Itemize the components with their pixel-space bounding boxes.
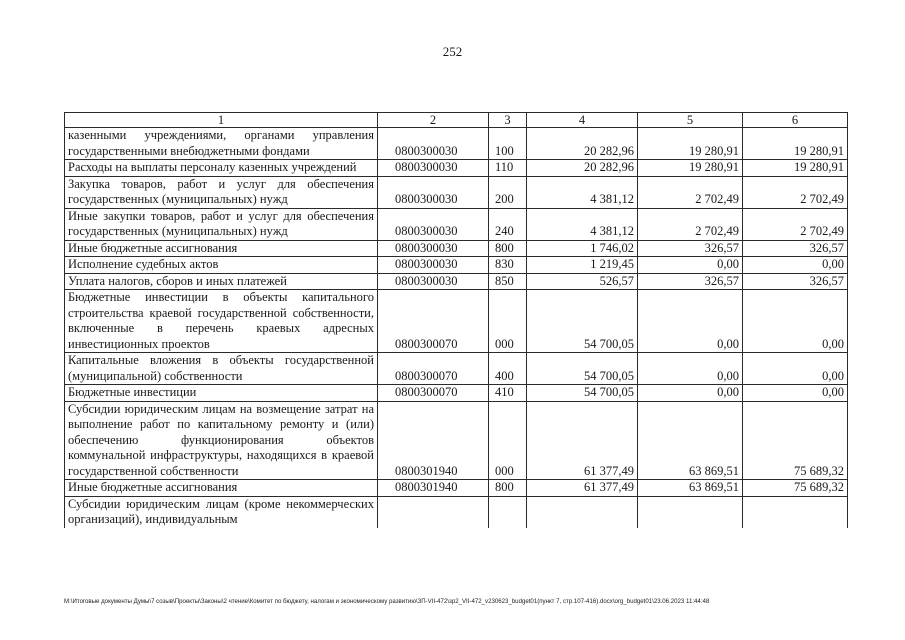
column-header: 4 [527,113,638,128]
row-code-cell: 0800300070 [378,290,489,353]
row-amount-col4: 61 377,49 [527,480,638,497]
row-name-cell: Капитальные вложения в объекты государственной (муниципальной) собственности [65,353,378,385]
row-amount-col4: 54 700,05 [527,385,638,402]
table-header-row [65,113,848,128]
row-vr-cell: 800 [489,240,527,257]
row-amount-col6 [743,496,848,528]
row-amount-col4 [527,496,638,528]
row-name-cell: Закупка товаров, работ и услуг для обеспечения государственных (муниципальных) нужд [65,176,378,208]
row-name-cell: Субсидии юридическим лицам на возмещение затрат на выполнение работ по капитальному ремонту и (или) обеспечению функционирования объектов коммунальной инфраструктуры, находящихся в краевой государственной собственности [65,401,378,480]
row-amount-col4: 54 700,05 [527,353,638,385]
row-amount-col4: 4 381,12 [527,176,638,208]
row-vr-cell: 800 [489,480,527,497]
row-name-cell: Иные бюджетные ассигнования [65,240,378,257]
column-header: 2 [378,113,489,128]
row-name-cell: казенными учреждениями, органами управления государственными внебюджетными фондами [65,128,378,160]
row-amount-col4: 20 282,96 [527,128,638,160]
row-code-cell: 0800300030 [378,257,489,274]
row-code-cell: 0800300030 [378,128,489,160]
row-vr-cell: 240 [489,208,527,240]
row-amount-col4: 61 377,49 [527,401,638,480]
row-code-cell: 0800300030 [378,240,489,257]
row-amount-col5: 0,00 [638,353,743,385]
row-vr-cell: 000 [489,401,527,480]
row-vr-cell: 110 [489,160,527,177]
column-header: 6 [743,113,848,128]
row-amount-col4: 526,57 [527,273,638,290]
table-row [65,128,848,160]
row-amount-col6: 0,00 [743,353,848,385]
row-amount-col5: 63 869,51 [638,480,743,497]
budget-table [64,112,848,528]
column-header: 3 [489,113,527,128]
row-vr-cell: 000 [489,290,527,353]
row-amount-col5: 19 280,91 [638,128,743,160]
row-amount-col6: 0,00 [743,257,848,274]
budget-table-body [65,113,848,528]
row-amount-col5 [638,496,743,528]
row-amount-col4: 54 700,05 [527,290,638,353]
row-name-cell: Иные закупки товаров, работ и услуг для обеспечения государственных (муниципальных) нужд [65,208,378,240]
table-row [65,290,848,353]
table-row [65,257,848,274]
row-vr-cell: 850 [489,273,527,290]
row-vr-cell: 100 [489,128,527,160]
row-amount-col5: 2 702,49 [638,176,743,208]
row-amount-col5: 0,00 [638,290,743,353]
row-amount-col5: 63 869,51 [638,401,743,480]
table-row [65,385,848,402]
table-row [65,208,848,240]
row-name-cell: Субсидии юридическим лицам (кроме некоммерческих организаций), индивидуальным [65,496,378,528]
row-amount-col5: 326,57 [638,273,743,290]
table-row [65,176,848,208]
table-row [65,401,848,480]
row-amount-col6: 0,00 [743,385,848,402]
row-vr-cell: 830 [489,257,527,274]
row-amount-col4: 1 746,02 [527,240,638,257]
row-amount-col6: 75 689,32 [743,480,848,497]
row-name-cell: Бюджетные инвестиции в объекты капитального строительства краевой государственной собственности, включенные в перечень краевых адресных инвестиционных проектов [65,290,378,353]
row-amount-col5: 0,00 [638,257,743,274]
row-amount-col6: 326,57 [743,273,848,290]
row-amount-col6: 0,00 [743,290,848,353]
row-code-cell: 0800300030 [378,273,489,290]
row-vr-cell: 400 [489,353,527,385]
row-amount-col5: 19 280,91 [638,160,743,177]
row-code-cell: 0800300030 [378,160,489,177]
document-path-footer: M:\Итоговые документы Думы\7 созыв\Проекты\Законы\2 чтение\Комитет по бюджету, налогам и экономическому развитию\ЗП-VII-472\зр2_VII-472_v230623_budget01(пункт 7, стр.107-416).docx\org_budget01\23.06.2023 11:44:48 [64,598,710,605]
row-amount-col4: 4 381,12 [527,208,638,240]
row-code-cell [378,496,489,528]
row-code-cell: 0800300070 [378,353,489,385]
page-number: 252 [442,44,463,59]
column-header: 5 [638,113,743,128]
row-amount-col5: 0,00 [638,385,743,402]
row-amount-col4: 1 219,45 [527,257,638,274]
row-amount-col6: 326,57 [743,240,848,257]
row-name-cell: Уплата налогов, сборов и иных платежей [65,273,378,290]
row-code-cell: 0800300030 [378,208,489,240]
row-code-cell: 0800301940 [378,401,489,480]
row-amount-col5: 326,57 [638,240,743,257]
row-name-cell: Расходы на выплаты персоналу казенных учреждений [65,160,378,177]
row-amount-col5: 2 702,49 [638,208,743,240]
column-header: 1 [65,113,378,128]
row-amount-col6: 2 702,49 [743,208,848,240]
row-vr-cell: 200 [489,176,527,208]
table-row [65,480,848,497]
row-amount-col6: 2 702,49 [743,176,848,208]
row-name-cell: Исполнение судебных актов [65,257,378,274]
row-amount-col6: 75 689,32 [743,401,848,480]
row-name-cell: Иные бюджетные ассигнования [65,480,378,497]
row-amount-col6: 19 280,91 [743,160,848,177]
row-amount-col4: 20 282,96 [527,160,638,177]
table-row [65,160,848,177]
row-code-cell: 0800300070 [378,385,489,402]
table-row [65,273,848,290]
row-amount-col6: 19 280,91 [743,128,848,160]
row-vr-cell [489,496,527,528]
row-vr-cell: 410 [489,385,527,402]
row-code-cell: 0800300030 [378,176,489,208]
table-row [65,496,848,528]
row-name-cell: Бюджетные инвестиции [65,385,378,402]
table-row [65,240,848,257]
table-row [65,353,848,385]
row-code-cell: 0800301940 [378,480,489,497]
